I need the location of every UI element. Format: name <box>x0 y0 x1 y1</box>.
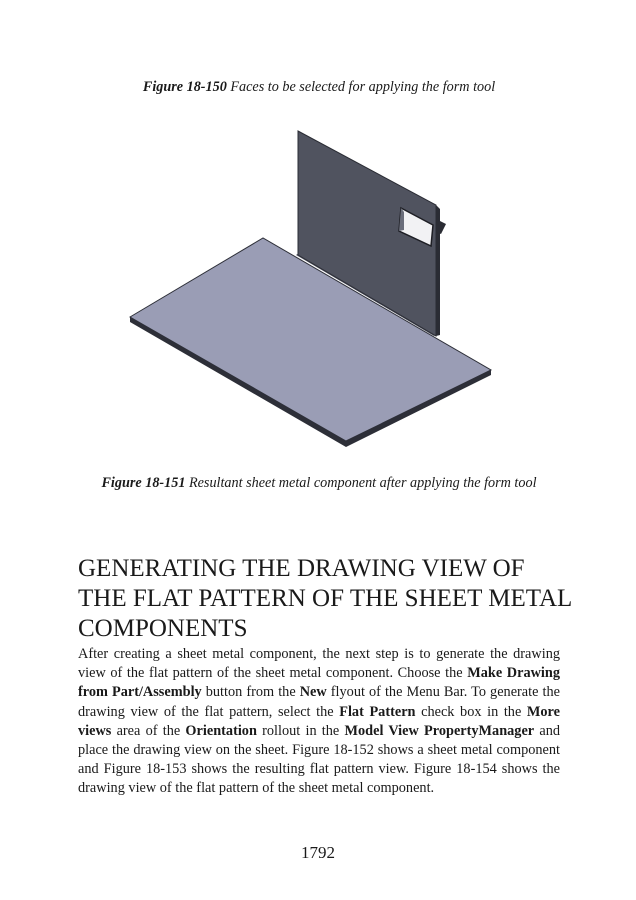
paragraph-text: flyout of the Menu Bar. To generate the drawing view of the flat pattern, select the <box>78 684 560 720</box>
figure-caption-text: Faces to be selected for applying the form tool <box>226 79 496 95</box>
bold-term: Orientation <box>185 722 257 739</box>
paragraph-text: area of the <box>111 722 186 739</box>
figure-number: Figure 18-151 <box>101 475 186 491</box>
bold-term: More views <box>78 703 560 739</box>
body-paragraph <box>78 645 560 799</box>
bold-term: Make Drawing from Part/Assembly <box>78 665 560 701</box>
form-tab <box>436 219 446 234</box>
figure-caption-18-151 <box>78 473 560 493</box>
bold-term: Flat Pattern <box>339 703 416 720</box>
section-heading: GENERATING THE DRAWING VIEW OF THE FLAT PATTERN OF THE SHEET METAL COMPONENTS <box>78 555 572 642</box>
paragraph-text: check box in the <box>415 703 527 720</box>
figure-number: Figure 18-150 <box>142 79 227 95</box>
bold-term: New <box>299 684 327 701</box>
figure-caption-text: Resultant sheet metal component after applying the form tool <box>185 475 537 491</box>
paragraph-text: button from the <box>201 684 300 701</box>
bold-term: Model View PropertyManager <box>344 722 535 739</box>
page-number: 1792 <box>301 843 335 862</box>
paragraph-text: rollout in the <box>256 722 345 739</box>
paragraph-text: After creating a sheet metal component, the next step is to generate the drawing view of the flat pattern of the sheet metal component. Choose the <box>78 646 560 682</box>
paragraph-text: and place the drawing view on the sheet. Figure 18-152 shows a sheet metal component and Figure 18-153 shows the resulting flat pattern view. Figure 18-154 shows the drawing view of the flat pattern of the sheet metal component. <box>78 722 561 797</box>
